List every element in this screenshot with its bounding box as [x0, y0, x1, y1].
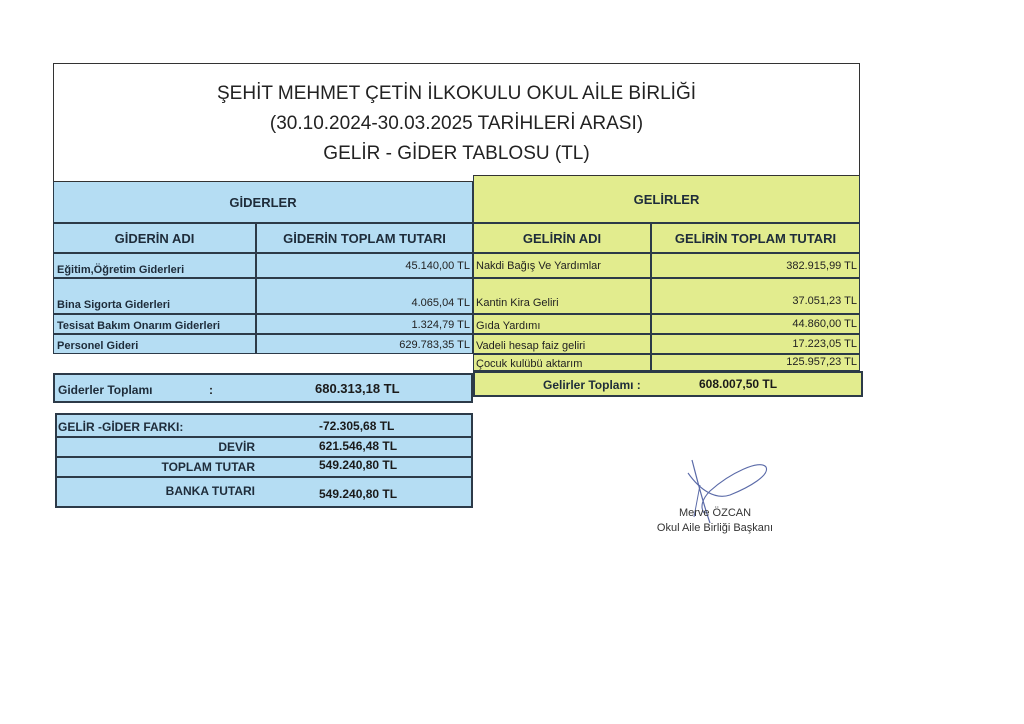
income-row-name: Kantin Kira Geliri	[473, 278, 651, 314]
income-section-header: GELİRLER	[473, 175, 860, 223]
difference-value: -72.305,68 TL	[319, 419, 395, 433]
income-total-value: 608.007,50 TL	[699, 377, 778, 391]
total-amount-row	[55, 458, 473, 478]
income-row-name: Çocuk kulübü aktarım	[473, 354, 651, 371]
expense-row-name: Eğitim,Öğretim Giderleri	[53, 253, 256, 278]
total-amount-value: 549.240,80 TL	[319, 458, 398, 472]
document-title-box	[53, 63, 860, 181]
title-line-2: (30.10.2024-30.03.2025 TARİHLERİ ARASI)	[269, 113, 644, 134]
carryover-label: DEVİR	[218, 440, 255, 454]
income-row-name: Vadeli hesap faiz geliri	[473, 334, 651, 354]
expense-row-name: Tesisat Bakım Onarım Giderleri	[53, 314, 256, 334]
income-row-name: Nakdi Bağış Ve Yardımlar	[473, 253, 651, 278]
income-col-amount-header: GELİRİN TOPLAM TUTARI	[651, 223, 860, 253]
expense-row-name: Bina Sigorta Giderleri	[53, 278, 256, 314]
expense-row-amount: 1.324,79 TL	[256, 314, 473, 334]
income-col-name-header: GELİRİN ADI	[473, 223, 651, 253]
expenses-total-colon: :	[209, 383, 213, 397]
expenses-total-value: 680.313,18 TL	[315, 381, 400, 396]
income-total-row	[473, 371, 863, 397]
bank-amount-row	[55, 478, 473, 508]
signatory-name: Merve ÖZCAN	[678, 507, 752, 519]
title-line-3: GELİR - GİDER TABLOSU (TL)	[323, 143, 590, 164]
expense-row-name: Personel Gideri	[53, 334, 256, 354]
total-amount-label: TOPLAM TUTAR	[161, 460, 255, 474]
title-line-1: ŞEHİT MEHMET ÇETİN İLKOKULU OKUL AİLE BİRLİĞİ	[217, 83, 696, 104]
expense-row-amount: 629.783,35 TL	[256, 334, 473, 354]
income-row-amount: 17.223,05 TL	[651, 334, 860, 354]
expenses-total-row	[53, 373, 473, 403]
bank-amount-value: 549.240,80 TL	[319, 487, 398, 501]
expense-row-amount: 45.140,00 TL	[256, 253, 473, 278]
expenses-total-label: Giderler Toplamı	[58, 383, 153, 397]
income-row-amount: 44.860,00 TL	[651, 314, 860, 334]
carryover-value: 621.546,48 TL	[319, 439, 398, 453]
difference-row	[55, 413, 473, 438]
expense-row-amount: 4.065,04 TL	[256, 278, 473, 314]
carryover-row	[55, 438, 473, 458]
expenses-col-name-header: GİDERİN ADI	[53, 223, 256, 253]
signatory-role: Okul Aile Birliği Başkanı	[656, 522, 774, 534]
bank-amount-label: BANKA TUTARI	[165, 484, 255, 498]
difference-label: GELİR -GİDER FARKI:	[58, 420, 184, 434]
income-total-label: Gelirler Toplamı :	[543, 378, 641, 392]
income-row-amount: 382.915,99 TL	[651, 253, 860, 278]
income-row-name: Gıda Yardımı	[473, 314, 651, 334]
expenses-col-amount-header: GİDERİN TOPLAM TUTARI	[256, 223, 473, 253]
income-row-amount: 125.957,23 TL	[651, 354, 860, 371]
income-row-amount: 37.051,23 TL	[651, 278, 860, 314]
expenses-section-header: GİDERLER	[53, 181, 473, 223]
